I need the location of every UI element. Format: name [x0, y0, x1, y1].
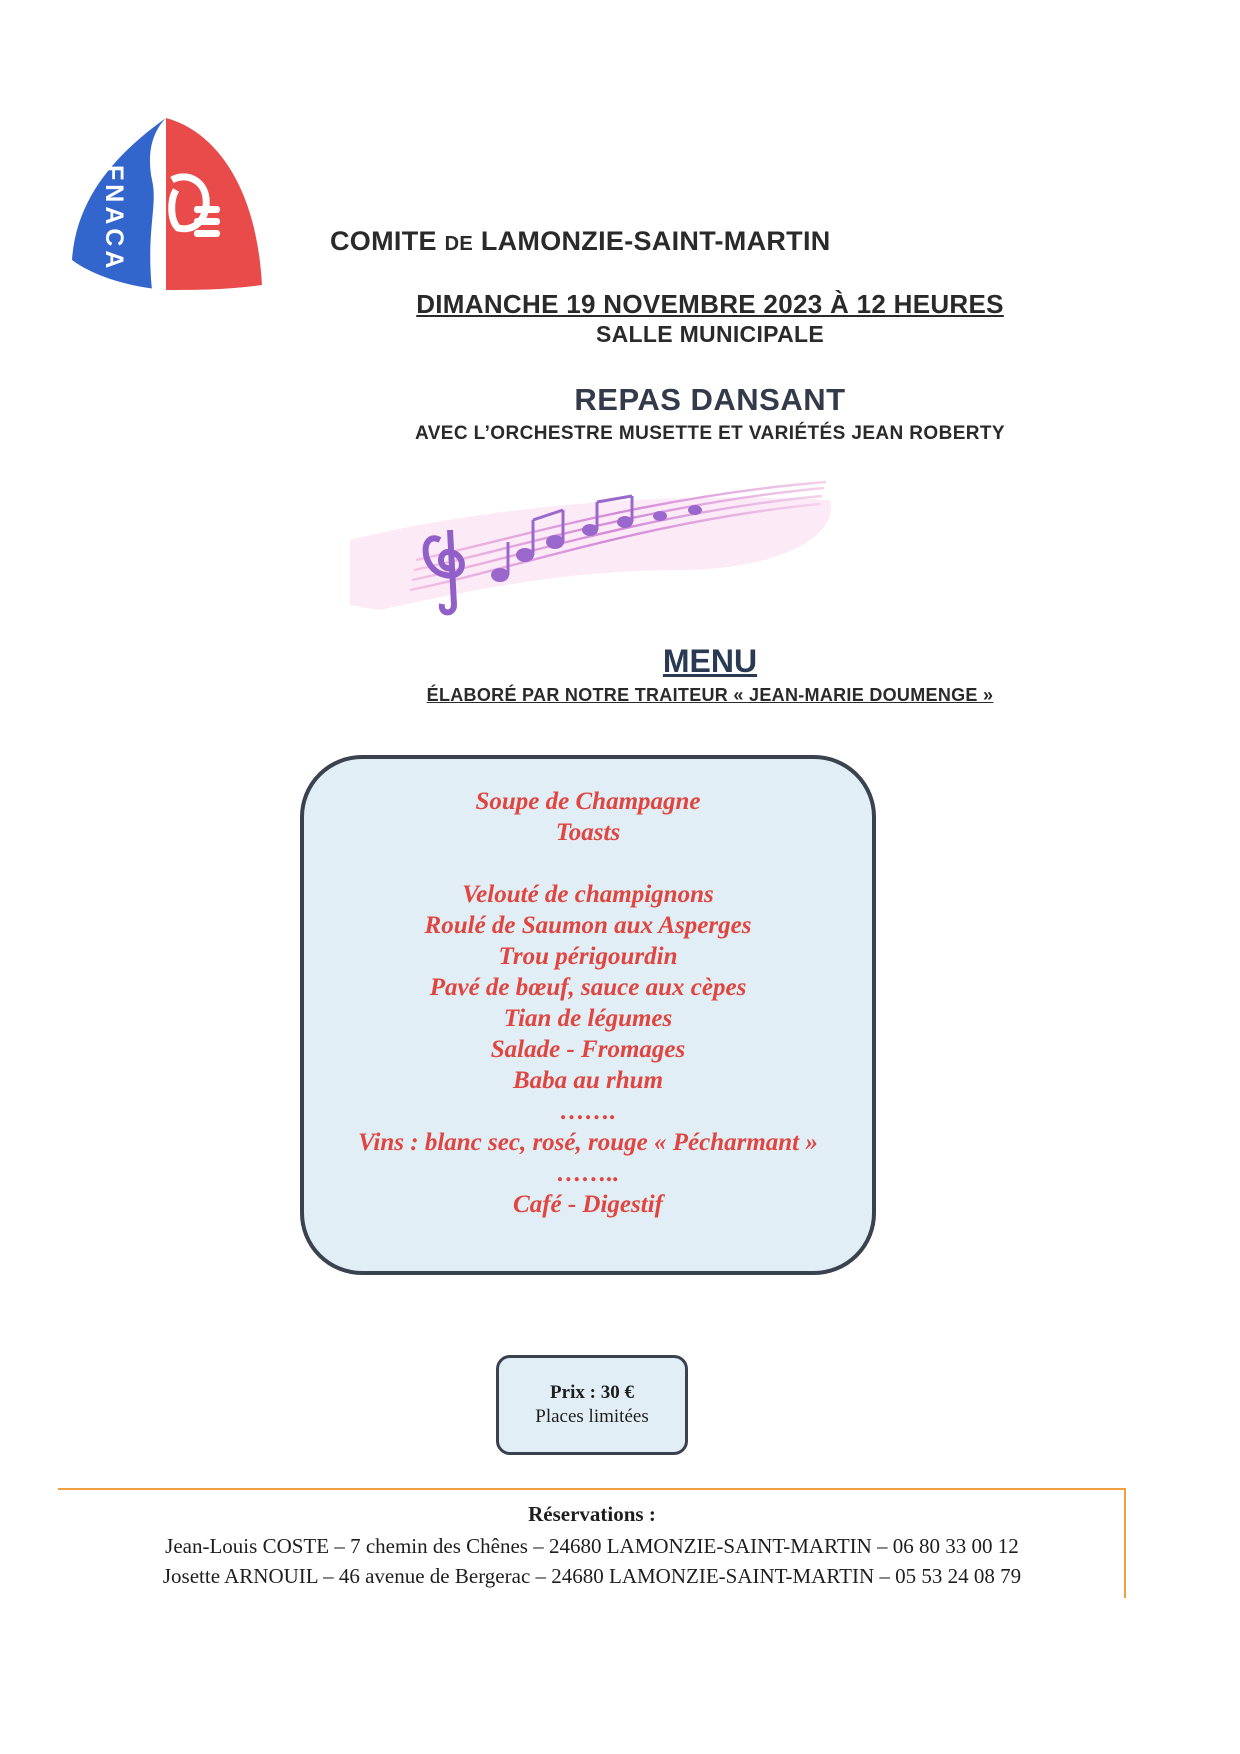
reservations-title: Réservations : — [528, 1502, 656, 1526]
menu-item: Baba au rhum — [512, 1067, 664, 1094]
fnaca-logo — [66, 110, 266, 295]
reservations-block — [58, 1502, 1126, 1591]
menu-separator: ……. — [559, 1098, 617, 1125]
menu-item: Toasts — [555, 819, 621, 846]
comite-title: COMITE DE LAMONZIE-SAINT-MARTIN — [330, 226, 831, 256]
menu-item: Café - Digestif — [513, 1191, 663, 1218]
menu-subtitle: ÉLABORÉ PAR NOTRE TRAITEUR « JEAN-MARIE DOUMENGE » — [426, 685, 994, 705]
music-notes-illustration — [350, 480, 850, 620]
menu-wines: Vins : blanc sec, rosé, rouge « Pécharmant » — [358, 1129, 818, 1156]
menu-item: Salade - Fromages — [490, 1036, 686, 1063]
reservation-contact: Jean-Louis COSTE – 7 chemin des Chênes – 24680 LAMONZIE-SAINT-MARTIN – 06 80 33 00 12 — [165, 1534, 1019, 1558]
menu-item: Velouté de champignons — [462, 881, 714, 908]
event-venue: SALLE MUNICIPALE — [596, 321, 824, 347]
menu-title: MENU — [662, 643, 758, 679]
reservations-border-top — [58, 1488, 1126, 1490]
menu-item: Pavé de bœuf, sauce aux cèpes — [429, 974, 747, 1001]
price-label: Prix : 30 € — [550, 1382, 634, 1403]
menu-item: Trou périgourdin — [498, 943, 678, 970]
menu-item: Roulé de Saumon aux Asperges — [424, 912, 752, 939]
logo-text: FNACA — [100, 165, 128, 273]
menu-item: Tian de légumes — [503, 1005, 673, 1032]
orchestra-line: AVEC L’ORCHESTRE MUSETTE ET VARIÉTÉS JEAN ROBERTY — [414, 423, 1006, 444]
price-note: Places limitées — [535, 1406, 649, 1427]
menu-items — [300, 786, 876, 1220]
event-date: DIMANCHE 19 NOVEMBRE 2023 À 12 HEURES — [416, 289, 1004, 319]
menu-separator: …….. — [556, 1160, 620, 1187]
event-title: REPAS DANSANT — [574, 382, 846, 417]
price-box — [496, 1355, 688, 1455]
reservation-contact: Josette ARNOUIL – 46 avenue de Bergerac – 24680 LAMONZIE-SAINT-MARTIN – 05 53 24 08 79 — [162, 1564, 1022, 1588]
menu-item: Soupe de Champagne — [475, 788, 701, 815]
